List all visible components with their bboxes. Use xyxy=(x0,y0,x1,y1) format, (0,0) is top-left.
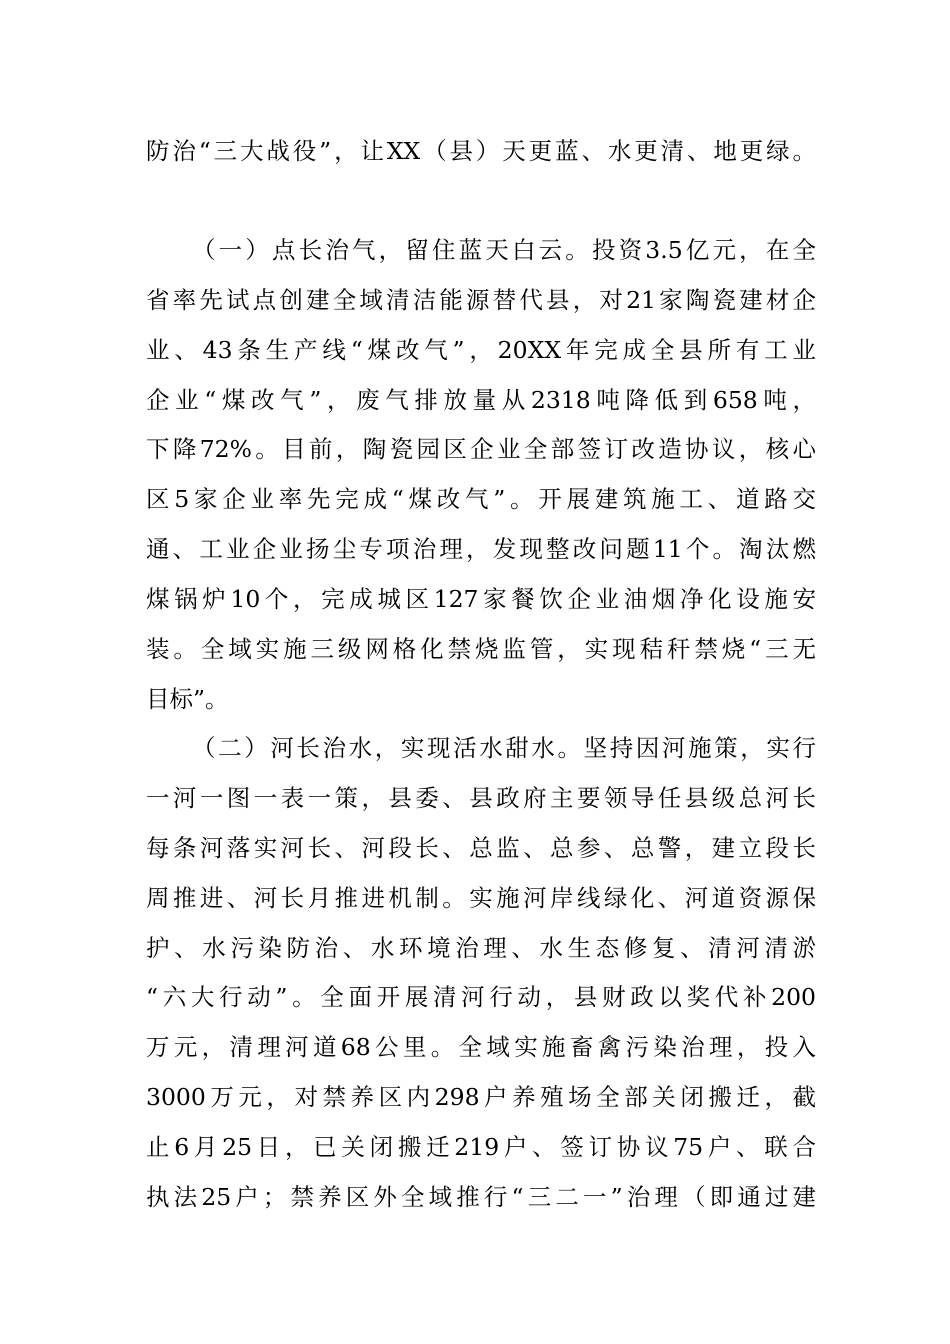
text-line-9: 煤锅炉10个，完成城区127家餐饮企业油烟净化设施安 xyxy=(146,585,816,613)
text-line-14: 每条河落实河长、河段长、总监、总参、总警，建立段长 xyxy=(146,834,816,862)
text-line-19: 3000万元，对禁养区内298户养殖场全部关闭搬迁，截 xyxy=(146,1083,816,1111)
text-line-3: 省率先试点创建全域清洁能源替代县，对21家陶瓷建材企 xyxy=(146,286,816,314)
text-line-10: 装。全域实施三级网格化禁烧监管，实现秸秆禁烧“三无 xyxy=(146,635,816,663)
text-line-16: 护、水污染防治、水环境治理、水生态修复、清河清淤 xyxy=(146,934,816,962)
text-line-13: 一河一图一表一策，县委、县政府主要领导任县级总河长 xyxy=(146,784,816,812)
text-line-20: 止6月25日，已关闭搬迁219户、签订协议75户、联合 xyxy=(146,1133,816,1161)
text-line-2: （一）点长治气，留住蓝天白云。投资3.5亿元，在全 xyxy=(192,236,816,264)
text-line-11: 目标”。 xyxy=(146,685,229,713)
text-line-15: 周推进、河长月推进机制。实施河岸线绿化、河道资源保 xyxy=(146,884,816,912)
text-line-4: 业、43条生产线“煤改气”，20XX年完成全县所有工业 xyxy=(146,336,816,364)
text-line-8: 通、工业企业扬尘专项治理，发现整改问题11个。淘汰燃 xyxy=(146,535,816,563)
text-line-21: 执法25户；禁养区外全域推行“三二一”治理（即通过建 xyxy=(146,1183,816,1211)
text-line-7: 区5家企业率先完成“煤改气”。开展建筑施工、道路交 xyxy=(146,485,816,513)
text-line-1: 防治“三大战役”，让XX（县）天更蓝、水更清、地更绿。 xyxy=(146,137,816,165)
text-line-5: 企业“煤改气”，废气排放量从2318吨降低到658吨， xyxy=(146,386,816,414)
text-line-17: “六大行动”。全面开展清河行动，县财政以奖代补200 xyxy=(146,983,816,1011)
text-line-6: 下降72%。目前，陶瓷园区企业全部签订改造协议，核心 xyxy=(146,435,816,463)
text-line-18: 万元，清理河道68公里。全域实施畜禽污染治理，投入 xyxy=(146,1033,816,1061)
text-line-12: （二）河长治水，实现活水甜水。坚持因河施策，实行 xyxy=(192,734,816,762)
